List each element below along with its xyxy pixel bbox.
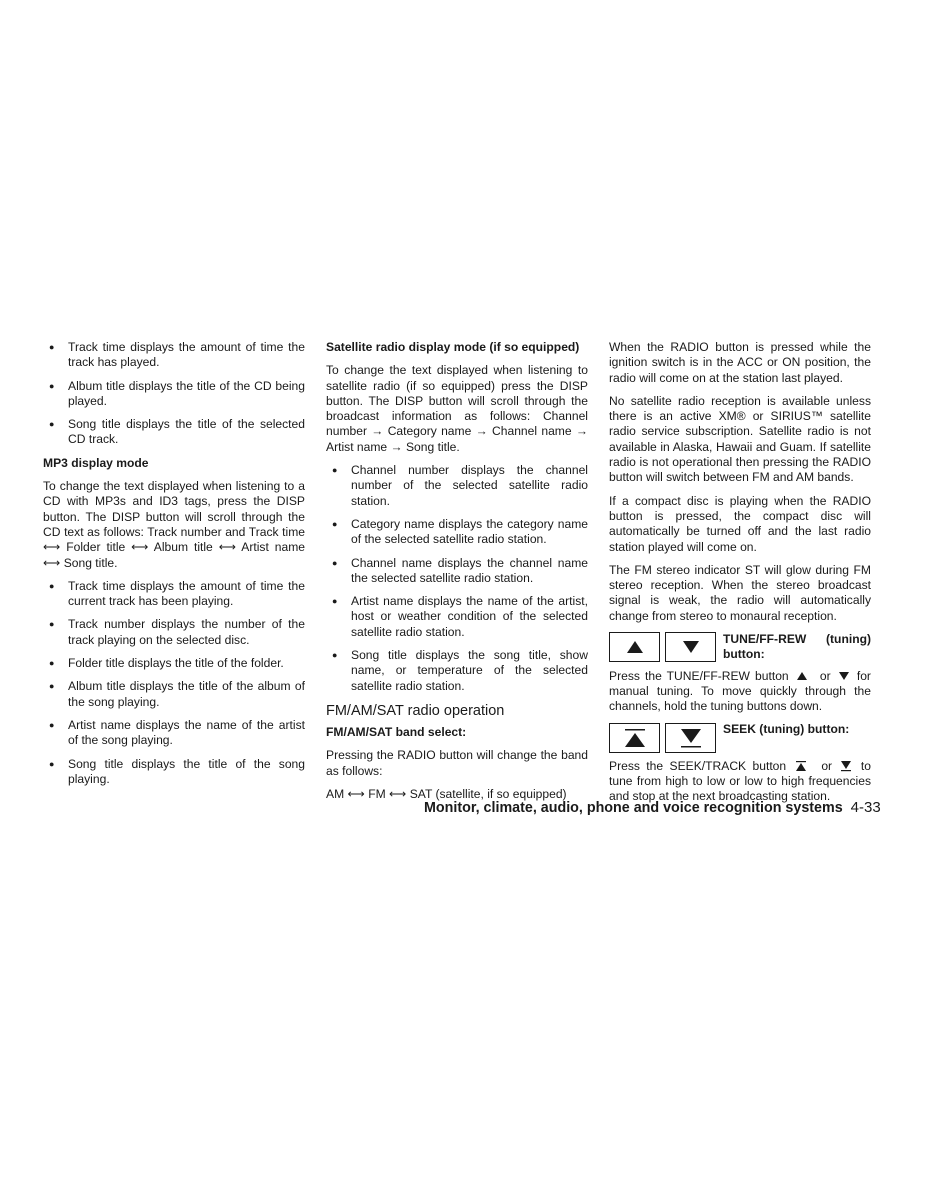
section-title: FM/AM/SAT radio operation: [326, 702, 505, 719]
tune-down-button: [665, 632, 716, 662]
mp3-bullet-list: [43, 579, 305, 787]
seek-button-row: [609, 723, 871, 753]
column-3: [609, 340, 871, 812]
list-item: ● Track time displays the amount of time the current track has been playing.: [43, 579, 305, 610]
band-select-heading: FM/AM/SAT band select:: [326, 724, 467, 739]
column-2: [326, 340, 588, 810]
tune-button-row: [609, 632, 871, 663]
seek-or: or: [821, 758, 833, 773]
satellite-intro: To change the text displayed when listening to satellite radio (if so equipped) press the DISP button. The DISP button will scroll through the broadcast information as follows: Channel number → Category name → Channel name → Artist name → Song title.: [326, 363, 588, 454]
tune-paragraph: [609, 669, 871, 715]
list-item: ● Album title displays the title of the CD being played.: [43, 379, 305, 410]
band-sequence: AM ⟷ FM ⟷ SAT (satellite, if so equipped): [326, 786, 567, 801]
list-item: ● Song title displays the title of the song playing.: [43, 757, 305, 788]
triangle-down-icon: [682, 640, 700, 654]
radio-paragraph-2: No satellite radio reception is available unless there is an active XM® or SIRIUS™ satellite radio service subscription. Satellite radio is not available in Alaska, Hawaii and Guam. If satellite radio is not operational then pressing the RADIO button will switch between FM and AM bands.: [609, 393, 871, 485]
tune-text-a: Press the TUNE/FF-REW button: [609, 668, 789, 683]
seek-text-a: Press the SEEK/TRACK button: [609, 758, 787, 773]
seek-paragraph: [609, 759, 871, 805]
list-item: ● Folder title displays the title of the folder.: [43, 656, 305, 671]
list-item: ● Category name displays the category name of the selected satellite radio station.: [326, 517, 588, 548]
list-item: ● Artist name displays the name of the artist of the song playing.: [43, 718, 305, 749]
band-select-text: Pressing the RADIO button will change the band as follows:: [326, 748, 588, 778]
page-footer: [424, 799, 881, 816]
list-item: ● Song title displays the song title, show name, or temperature of the selected satellite radio station.: [326, 648, 588, 694]
column-1: [43, 340, 305, 795]
seek-text-b: to tune from high to low or low to high frequencies and stop at the next broadcasting station.: [609, 758, 871, 804]
seek-down-icon: [680, 727, 702, 749]
triangle-up-icon: [626, 640, 644, 654]
seek-up-icon: [795, 760, 807, 772]
mp3-intro: To change the text displayed when listening to a CD with MP3s and ID3 tags, press the DISP button. The DISP button will scroll through the CD text as follows: Track number and Track time ⟷ Folder title ⟷ Album title ⟷ Artist name ⟷ Song title.: [43, 479, 305, 570]
satellite-heading: Satellite radio display mode (if so equipped): [326, 340, 580, 354]
satellite-bullet-list: [326, 463, 588, 694]
seek-down-icon: [840, 760, 852, 772]
list-item: ● Channel number displays the channel number of the selected satellite radio station.: [326, 463, 588, 509]
tune-or: or: [819, 668, 831, 683]
cd-bullet-list: [43, 340, 305, 448]
seek-button-label: SEEK (tuning) button:: [723, 721, 850, 736]
tune-up-button: [609, 632, 660, 662]
tune-button-label: TUNE/FF-REW (tuning) button:: [723, 632, 871, 662]
list-item: ● Album title displays the title of the album of the song playing.: [43, 679, 305, 710]
page-number: 4-33: [850, 799, 881, 816]
radio-paragraph-3: If a compact disc is playing when the RADIO button is pressed, the compact disc will automatically be turned off and the last radio station played will come on.: [609, 493, 871, 554]
list-item: ● Channel name displays the channel name the selected satellite radio station.: [326, 556, 588, 587]
list-item: ● Artist name displays the name of the artist, host or weather condition of the selected satellite radio station.: [326, 594, 588, 640]
radio-paragraph-1: When the RADIO button is pressed while the ignition switch is in the ACC or ON position, the radio will come on at the station last played.: [609, 340, 871, 385]
list-item: ● Track time displays the amount of time the track has played.: [43, 340, 305, 371]
mp3-heading: MP3 display mode: [43, 455, 149, 470]
footer-section-title: Monitor, climate, audio, phone and voice recognition systems: [424, 800, 843, 816]
list-item: ● Song title displays the title of the selected CD track.: [43, 417, 305, 448]
tune-text-b: for manual tuning. To move quickly through the channels, hold the tuning buttons down.: [609, 668, 871, 714]
radio-paragraph-4: The FM stereo indicator ST will glow during FM stereo reception. When the stereo broadcast signal is weak, the radio will automatically change from stereo to monaural reception.: [609, 562, 871, 623]
seek-up-icon: [624, 727, 646, 749]
triangle-down-icon: [838, 671, 850, 681]
list-item: ● Track number displays the number of the track playing on the selected disc.: [43, 617, 305, 648]
triangle-up-icon: [796, 671, 808, 681]
seek-down-button: [665, 723, 716, 753]
seek-up-button: [609, 723, 660, 753]
